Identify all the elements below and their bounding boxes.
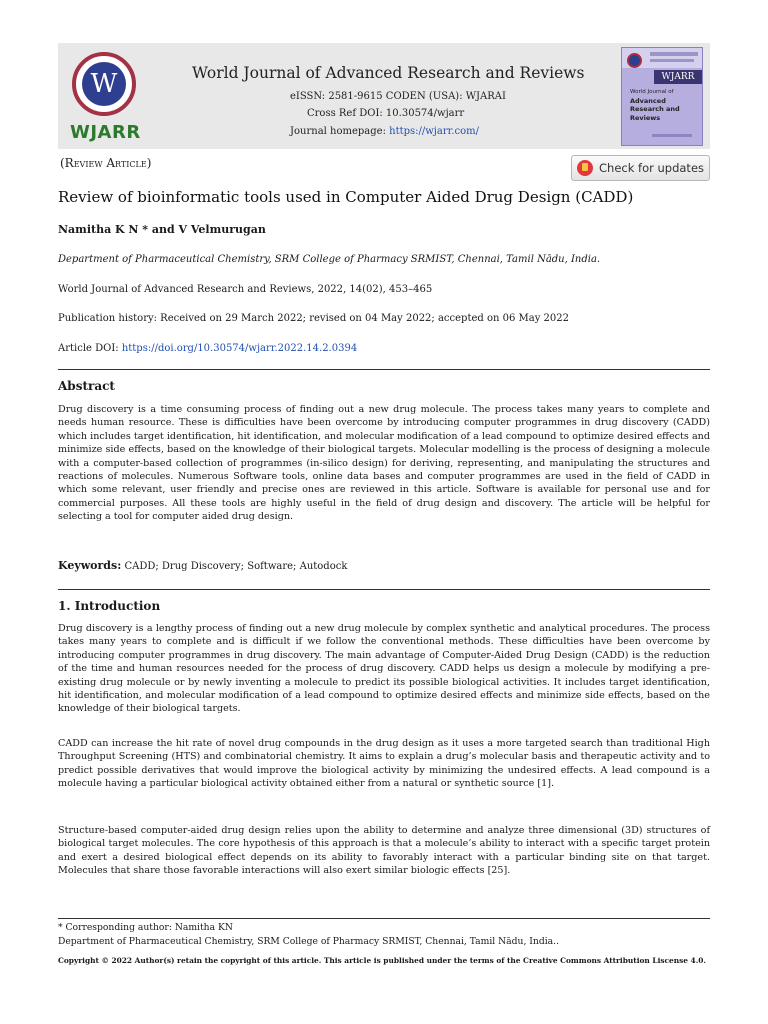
authors: Namitha K N * and V Velmurugan: [58, 223, 266, 236]
abstract-text: Drug discovery is a time consuming process of finding out a new drug molecule. The process takes many years to complete and needs human resource. These is difficulties have been overcome by introducing computer programmes in drug discovery (CADD) which includes target identification, hit identification, and molecular modification of a lead compound to optimize desired effects and minimize side effects, based on the knowledge of their biological targets. Molecular modelling is the process of designing a molecule with a computer-based collection of programmes (in-silico design) for deriving, representing, and manipulating the structures and reactions of molecules. Numerous Software tools, online data bases and computer programmes are used in the field of CADD in which some relevant, user friendly and precise ones are reviewed in this article. Software is available for personal use and for commercial purposes. All these tools are highly useful in the field of drug design and discovery. The article will be helpful for selecting a tool for computer aided drug design.: [58, 404, 710, 523]
bookmark-icon: [577, 160, 593, 176]
journal-cover-thumbnail: [621, 47, 703, 146]
divider: [58, 589, 710, 590]
publication-history: Publication history: Received on 29 March 2022; revised on 04 May 2022; accepted on 06 May 2022: [58, 313, 569, 324]
copyright-notice: Copyright © 2022 Author(s) retain the copyright of this article. This article is published under the terms of the Creative Commons Attribution Liscense 4.0.: [58, 956, 706, 965]
journal-logo: [72, 52, 136, 116]
homepage-label: Journal homepage:: [290, 126, 390, 137]
footnote-department: Department of Pharmaceutical Chemistry, SRM College of Pharmacy SRMIST, Chennai, Tamil Nādu, India..: [58, 936, 559, 947]
cover-title: [630, 88, 680, 122]
divider: [58, 369, 710, 370]
cover-title-line: Advanced: [630, 96, 666, 105]
issn-line: eISSN: 2581-9615 CODEN (USA): WJARAI: [290, 91, 506, 102]
article-title: Review of bioinformatic tools used in Computer Aided Drug Design (CADD): [58, 188, 634, 206]
citation: World Journal of Advanced Research and Reviews, 2022, 14(02), 453–465: [58, 284, 433, 295]
article-doi: [58, 343, 357, 354]
check-for-updates-button[interactable]: [571, 155, 710, 181]
cover-title-line: World Journal of: [630, 89, 674, 95]
intro-paragraph: CADD can increase the hit rate of novel drug compounds in the drug design as it uses a more targeted search than traditional High Throughput Screening (HTS) and combinatorial chemistry. It aims to explain a drug’s molecular basis and therapeutic activity and to predict possible derivatives that would improve the biological activity by minimizing the undesired effects. A lead compound is a molecule having a particular biological activity obtained either from a natural or synthetic source [1].: [58, 738, 710, 790]
logo-letter: W: [82, 62, 126, 106]
homepage-line: [290, 126, 479, 137]
keywords-text: CADD; Drug Discovery; Software; Autodock: [121, 561, 348, 572]
check-for-updates-label: Check for updates: [599, 161, 705, 175]
footnote-divider: [58, 918, 710, 919]
logo-text: WJARR: [70, 122, 141, 143]
cover-title-line: Research and: [630, 105, 680, 113]
homepage-link[interactable]: https://wjarr.com/: [389, 126, 479, 137]
intro-paragraph: Drug discovery is a lengthy process of finding out a new drug molecule by complex synthetic and analytical procedures. The process takes many years to complete and is difficult if we follow the conventional methods. These difficulties have been overcome by introducing computer programmes in drug discovery. The main advantage of Computer-Aided Drug Design (CADD) is the reduction of the time and human resources needed for the process of drug discovery. CADD helps us design a molecule by modifying a pre-existing drug molecule or by newly inventing a molecule to predict its possible biological activities. It includes target identification, hit identification, and molecular modification of a lead compound to optimize desired effects and minimize side effects, based on the knowledge of their biological targets.: [58, 623, 710, 715]
journal-title: World Journal of Advanced Research and Reviews: [192, 64, 585, 82]
cover-coden-line: [650, 59, 694, 62]
keywords: [58, 559, 347, 572]
introduction-heading: 1. Introduction: [58, 599, 161, 613]
crossref-doi-line: Cross Ref DOI: 10.30574/wjarr: [307, 108, 465, 119]
keywords-label: Keywords:: [58, 559, 122, 572]
cover-logo: [627, 53, 642, 68]
cover-footer-line: [652, 134, 692, 137]
intro-paragraph: Structure-based computer-aided drug design relies upon the ability to determine and analyze three dimensional (3D) structures of biological target molecules. The core hypothesis of this approach is that a molecule’s ability to interact with a specific target protein and exert a desired biological effect depends on its ability to favorably interact with a particular binding site on that target. Molecules that share those favorable interactions will also exert similar biologic effects [25].: [58, 825, 710, 877]
corresponding-author: * Corresponding author: Namitha KN: [58, 922, 233, 933]
cover-title-line: Reviews: [630, 113, 661, 122]
cover-band: WJARR: [654, 70, 702, 84]
abstract-heading: Abstract: [58, 379, 115, 393]
journal-header: [58, 43, 710, 149]
doi-label: Article DOI:: [58, 343, 122, 354]
doi-link[interactable]: https://doi.org/10.30574/wjarr.2022.14.2.0394: [121, 343, 358, 354]
cover-issn-line: [650, 52, 698, 56]
affiliation: Department of Pharmaceutical Chemistry, SRM College of Pharmacy SRMIST, Chennai, Tamil Nādu, India.: [58, 254, 601, 265]
article-type: (Review Article): [60, 156, 152, 170]
